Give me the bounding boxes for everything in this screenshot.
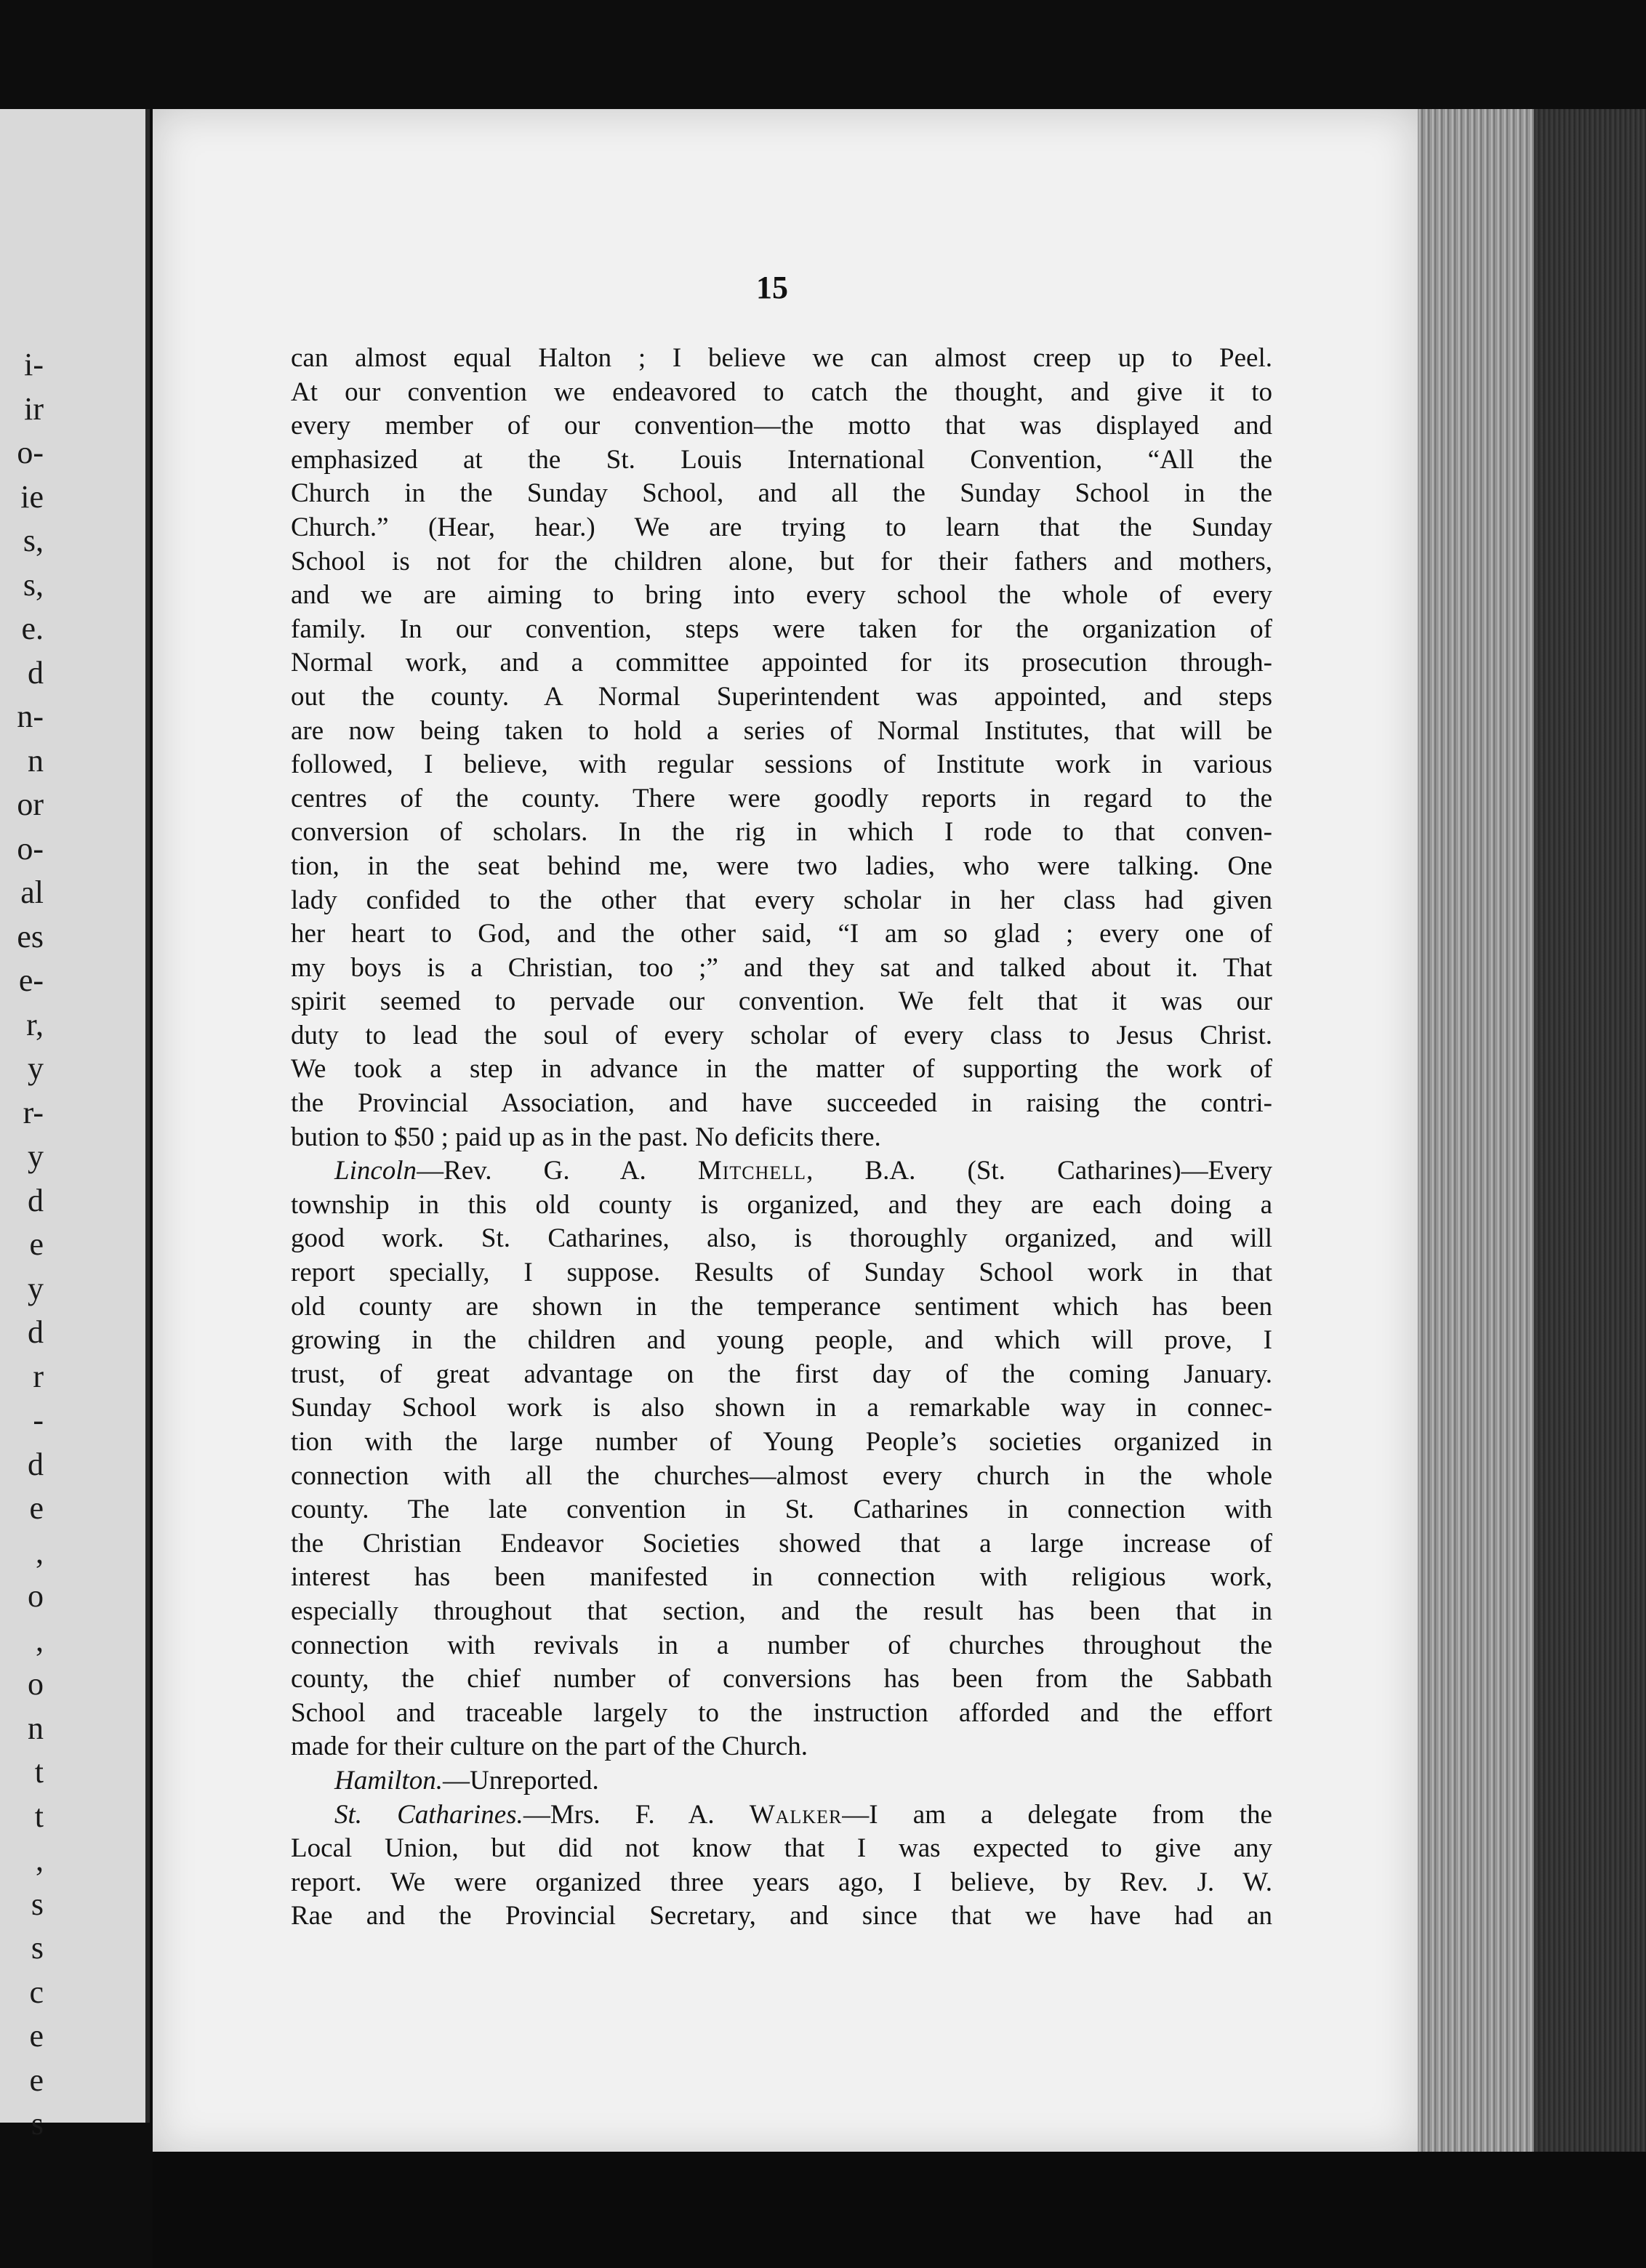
text-line: the Christian Endeavor Societies showed that a large increase of	[291, 1528, 1272, 1559]
left-page-fragment: ,	[36, 1842, 44, 1878]
left-page-fragment: ,	[36, 1534, 44, 1570]
page-number: 15	[756, 270, 788, 305]
left-page-fragment: -	[33, 1402, 44, 1438]
left-page-fragment: s,	[23, 566, 44, 603]
paragraph-halton-continued	[291, 342, 1272, 1154]
left-page-fragment: s	[31, 2106, 44, 2142]
left-page-fragment: d	[28, 1182, 44, 1218]
left-page-fragment: al	[20, 874, 44, 910]
left-page-fragment: r	[33, 1358, 44, 1394]
text-line: and we are aiming to bring into every school the whole of every	[291, 580, 1272, 611]
left-page-fragment: r,	[26, 1006, 44, 1042]
text-line: bution to $50 ; paid up as in the past. No deficits there.	[291, 1122, 881, 1152]
text-line: township in this old county is organized, and they are each doing a	[291, 1189, 1272, 1220]
text-line: Normal work, and a committee appointed for its prosecution through-	[291, 648, 1272, 678]
text-line: conversion of scholars. In the rig in which I rode to that conven-	[291, 817, 1272, 848]
left-page-fragment: n	[28, 742, 44, 779]
left-page-fragment: d	[28, 1446, 44, 1482]
text-line: Church.” (Hear, hear.) We are trying to learn that the Sunday	[291, 512, 1272, 542]
text-line: tion, in the seat behind me, were two ladies, who were talking. One	[291, 850, 1272, 881]
text-line: connection with revivals in a number of churches throughout the	[291, 1630, 1272, 1660]
place-heading: St. Catharines.	[334, 1799, 523, 1830]
text-line: Rae and the Provincial Secretary, and since that we have had an	[291, 1901, 1272, 1931]
text-line: lady confided to the other that every scholar in her class had given	[291, 885, 1272, 915]
left-page-fragment: t	[34, 1798, 44, 1834]
paragraph-lead-line: Lincoln—Rev. G. A. Mitchell, B.A. (St. Catharines)—Every	[334, 1156, 1272, 1186]
text-line: her heart to God, and the other said, “I am so glad ; every one of	[291, 919, 1272, 949]
text-line: At our convention we endeavored to catch the thought, and give it to	[291, 377, 1272, 407]
text-line: old county are shown in the temperance sentiment which has been	[291, 1291, 1272, 1322]
left-page-fragment: o	[28, 1666, 44, 1702]
scan-border	[153, 2152, 1646, 2268]
text-line: School and traceable largely to the instruction afforded and the effort	[291, 1697, 1272, 1728]
text-line: spirit seemed to pervade our convention. We felt that it was our	[291, 986, 1272, 1017]
place-heading: Hamilton.	[334, 1765, 443, 1796]
text-line: followed, I believe, with regular sessions of Institute work in various	[291, 749, 1272, 780]
book-fore-edge-shadow	[1534, 109, 1646, 2159]
left-page-fragment: e-	[18, 962, 44, 998]
text-line: Church in the Sunday School, and all the Sunday School in the	[291, 478, 1272, 509]
left-page-fragment: t	[34, 1754, 44, 1790]
text-line: my boys is a Christian, too ;” and they sat and talked about it. That	[291, 952, 1272, 983]
text-line: growing in the children and young people, and which will prove, I	[291, 1325, 1272, 1356]
text-line: report. We were organized three years ago, I believe, by Rev. J. W.	[291, 1867, 1272, 1897]
text-line: good work. St. Catharines, also, is thoroughly organized, and will	[291, 1223, 1272, 1254]
left-page-fragment: o-	[17, 435, 44, 470]
text-line: report specially, I suppose. Results of Sunday School work in that	[291, 1258, 1272, 1288]
paragraph-lead-line: Hamilton.—Unreported.	[334, 1765, 599, 1796]
left-page-fragment: ,	[36, 1622, 44, 1658]
left-page-fragment: e	[29, 2018, 44, 2054]
left-page-fragment: s,	[23, 523, 44, 558]
previous-page-edge	[0, 109, 150, 2142]
text-line: can almost equal Halton ; I believe we can almost creep up to Peel.	[291, 343, 1272, 373]
left-page-fragment: o-	[17, 830, 44, 866]
text-line: made for their culture on the part of the Church.	[291, 1732, 808, 1762]
paragraph-lead-line: St. Catharines.—Mrs. F. A. Walker—I am a delegate from the	[334, 1799, 1272, 1830]
left-page-fragment: d	[28, 654, 44, 691]
left-page-fragment: e.	[21, 611, 44, 646]
left-page-fragment: ie	[20, 478, 44, 515]
text-line: family. In our convention, steps were taken for the organization of	[291, 614, 1272, 644]
paragraph-st-catharines	[291, 1798, 1272, 1934]
text-line: tion with the large number of Young People’s societies organized in	[291, 1427, 1272, 1457]
left-page-fragment: y	[28, 1270, 44, 1306]
paragraph-hamilton	[291, 1764, 1272, 1798]
left-page-fragment: y	[28, 1138, 44, 1174]
text-line: School is not for the children alone, but for their fathers and mothers,	[291, 546, 1272, 576]
text-line: are now being taken to hold a series of Normal Institutes, that will be	[291, 715, 1272, 746]
left-page-fragment: n	[28, 1710, 44, 1746]
text-line: centres of the county. There were goodly reports in regard to the	[291, 783, 1272, 813]
speaker-name: Walker	[749, 1799, 843, 1830]
speaker-name: Mitchell	[697, 1156, 807, 1186]
left-page-fragment: r-	[23, 1094, 44, 1130]
left-page-fragment: n-	[17, 699, 44, 734]
text-line: connection with all the churches—almost every church in the whole	[291, 1460, 1272, 1491]
left-page-fragment: d	[28, 1314, 44, 1350]
left-page-fragment: o	[28, 1578, 44, 1614]
left-page-fragment: s	[31, 1930, 44, 1966]
left-page-fragment: s	[31, 1886, 44, 1922]
text-line: out the county. A Normal Superintendent was appointed, and steps	[291, 681, 1272, 712]
paragraph-lincoln	[291, 1154, 1272, 1764]
left-page-fragment: ir	[24, 390, 44, 427]
text-line: We took a step in advance in the matter of supporting the work of	[291, 1054, 1272, 1085]
left-page-fragment: c	[29, 1974, 44, 2010]
place-heading: Lincoln	[334, 1156, 417, 1186]
text-line: county, the chief number of conversions has been from the Sabbath	[291, 1664, 1272, 1694]
left-page-fragment: i-	[24, 347, 44, 382]
text-line: emphasized at the St. Louis International Convention, “All the	[291, 444, 1272, 475]
left-page-fragment: e	[29, 1490, 44, 1526]
left-page-fragment: or	[17, 787, 44, 822]
text-line: duty to lead the soul of every scholar of every class to Jesus Christ.	[291, 1020, 1272, 1050]
text-line: interest has been manifested in connection with religious work,	[291, 1562, 1272, 1593]
text-line: Local Union, but did not know that I was expected to give any	[291, 1833, 1272, 1864]
text-line: especially throughout that section, and the result has been that in	[291, 1596, 1272, 1626]
text-line: the Provincial Association, and have succeeded in raising the contri-	[291, 1088, 1272, 1119]
left-page-fragment: y	[28, 1050, 44, 1086]
left-page-fragment: e	[29, 1226, 44, 1262]
left-page-fragment: es	[17, 918, 44, 954]
text-line: county. The late convention in St. Catharines in connection with	[291, 1495, 1272, 1525]
text-line: Sunday School work is also shown in a remarkable way in connec-	[291, 1393, 1272, 1423]
page-text	[291, 342, 1272, 1934]
left-page-fragment: e	[29, 2062, 44, 2098]
text-line: every member of our convention—the motto that was displayed and	[291, 411, 1272, 441]
text-line: trust, of great advantage on the first day of the coming January.	[291, 1359, 1272, 1389]
